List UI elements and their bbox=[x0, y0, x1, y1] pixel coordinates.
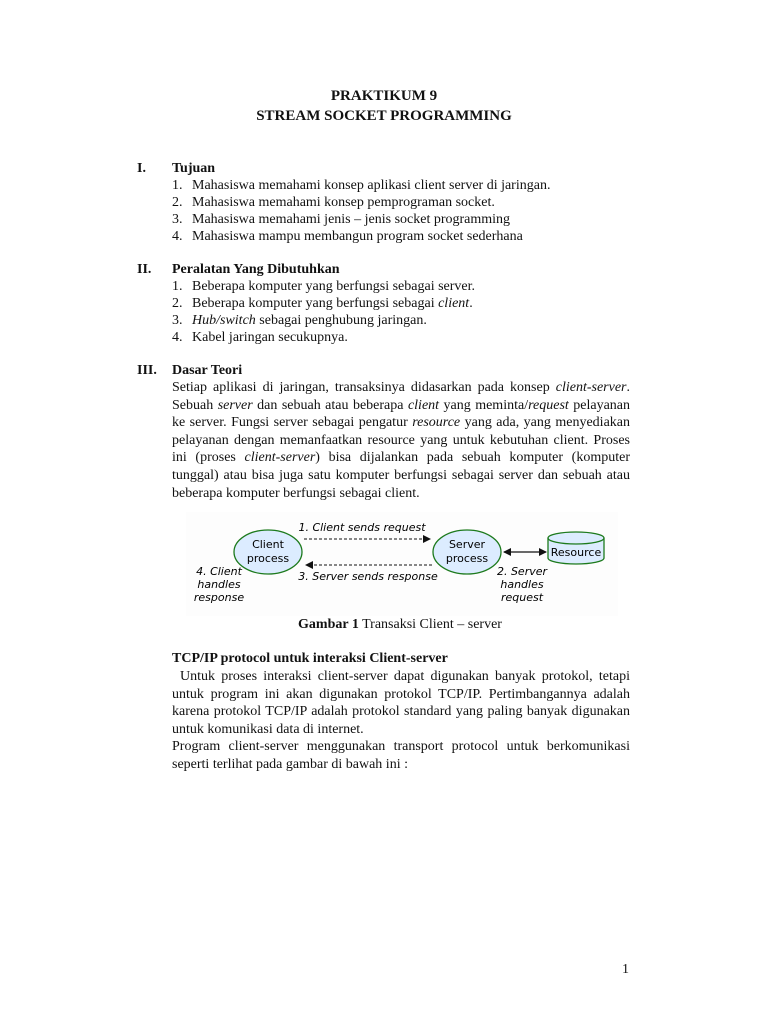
tcpip-line-2: untuk program ini akan digunakan protokol TCP/IP. Pertimbangannya adalah bbox=[172, 686, 630, 702]
theory-line-5: ini (proses client-server) bisa dijalankan pada sebuah komputer (komputer bbox=[172, 450, 630, 466]
theory-line-6: tunggal) atau bisa juga satu komputer berfungsi sebagai server dan sebuah atau bbox=[172, 467, 630, 483]
section-1-heading: Tujuan bbox=[172, 161, 216, 176]
goal-item-1: 1. Mahasiswa memahami konsep aplikasi client server di jaringan. bbox=[172, 178, 551, 193]
equipment-item-3: 3. Hub/switch sebagai penghubung jaringan. bbox=[172, 313, 427, 328]
document-title-line2: STREAM SOCKET PROGRAMMING bbox=[256, 108, 512, 124]
document-title-line1: PRAKTIKUM 9 bbox=[330, 88, 438, 104]
tcpip-paragraph bbox=[172, 668, 630, 774]
theory-line-3: ke server. Fungsi server sebagai pengatur resource yang ada, yang menyediakan bbox=[172, 415, 630, 431]
theory-paragraph bbox=[172, 379, 630, 502]
resource-label: Resource bbox=[550, 546, 602, 559]
step-1-label: 1. Client sends request bbox=[298, 521, 426, 534]
section-2-heading: Peralatan Yang Dibutuhkan bbox=[172, 262, 340, 277]
section-3-number: III. bbox=[137, 363, 157, 378]
program-line-2: seperti terlihat pada gambar di bawah ini : bbox=[172, 756, 408, 772]
equipment-item-1: 1. Beberapa komputer yang berfungsi sebagai server. bbox=[172, 279, 476, 294]
equipment-item-4: 4. Kabel jaringan secukupnya. bbox=[172, 330, 348, 345]
step-2-label-1: 2. Server bbox=[496, 565, 548, 578]
section-1-number: I. bbox=[137, 161, 146, 176]
server-process-label-2: process bbox=[445, 552, 489, 565]
tcpip-subheading: TCP/IP protocol untuk interaksi Client-server bbox=[172, 651, 448, 666]
tcpip-line-3: karena protokol TCP/IP adalah protokol standard yang paling banyak digunakan bbox=[172, 704, 630, 720]
goal-item-4: 4. Mahasiswa mampu membangun program socket sederhana bbox=[172, 229, 523, 244]
step-3-label: 3. Server sends response bbox=[298, 570, 438, 583]
step-4-label-3: response bbox=[193, 591, 245, 604]
step-2-label-3: request bbox=[500, 591, 544, 604]
goal-item-3: 3. Mahasiswa memahami jenis – jenis socket programming bbox=[172, 212, 511, 227]
client-process-label-2: process bbox=[246, 552, 290, 565]
figure-1-caption: Gambar 1 Transaksi Client – server bbox=[298, 617, 502, 632]
step-4-label-1: 4. Client bbox=[196, 565, 242, 578]
section-2-number: II. bbox=[137, 262, 152, 277]
tcpip-line-1: Untuk proses interaksi client-server dapat digunakan banyak protokol, tetapi bbox=[180, 669, 630, 684]
section-3-heading: Dasar Teori bbox=[172, 363, 243, 378]
step-2-label-2: handles bbox=[500, 578, 544, 591]
goal-item-2: 2. Mahasiswa memahami konsep pemprograman socket. bbox=[172, 195, 495, 210]
server-process-label-1: Server bbox=[448, 538, 486, 551]
theory-line-1: Setiap aplikasi di jaringan, transaksinya didasarkan pada konsep client-server. bbox=[172, 380, 630, 395]
program-line-1: Program client-server menggunakan transport protocol untuk berkomunikasi bbox=[172, 739, 630, 755]
client-process-label-1: Client bbox=[252, 538, 284, 551]
theory-line-2: Sebuah server dan sebuah atau beberapa client yang meminta/request pelayanan bbox=[172, 397, 631, 413]
client-server-diagram bbox=[186, 512, 618, 616]
theory-line-4: pelayanan dengan memanfaatkan resource yang untuk kebutuhan client. Proses bbox=[172, 432, 630, 448]
page-number: 1 bbox=[622, 962, 629, 977]
tcpip-line-4: untuk komunikasi data di internet. bbox=[172, 721, 364, 737]
step-4-label-2: handles bbox=[197, 578, 241, 591]
equipment-item-2: 2. Beberapa komputer yang berfungsi sebagai client. bbox=[172, 296, 473, 311]
theory-line-7: beberapa komputer berfungsi sebagai client. bbox=[172, 485, 420, 501]
